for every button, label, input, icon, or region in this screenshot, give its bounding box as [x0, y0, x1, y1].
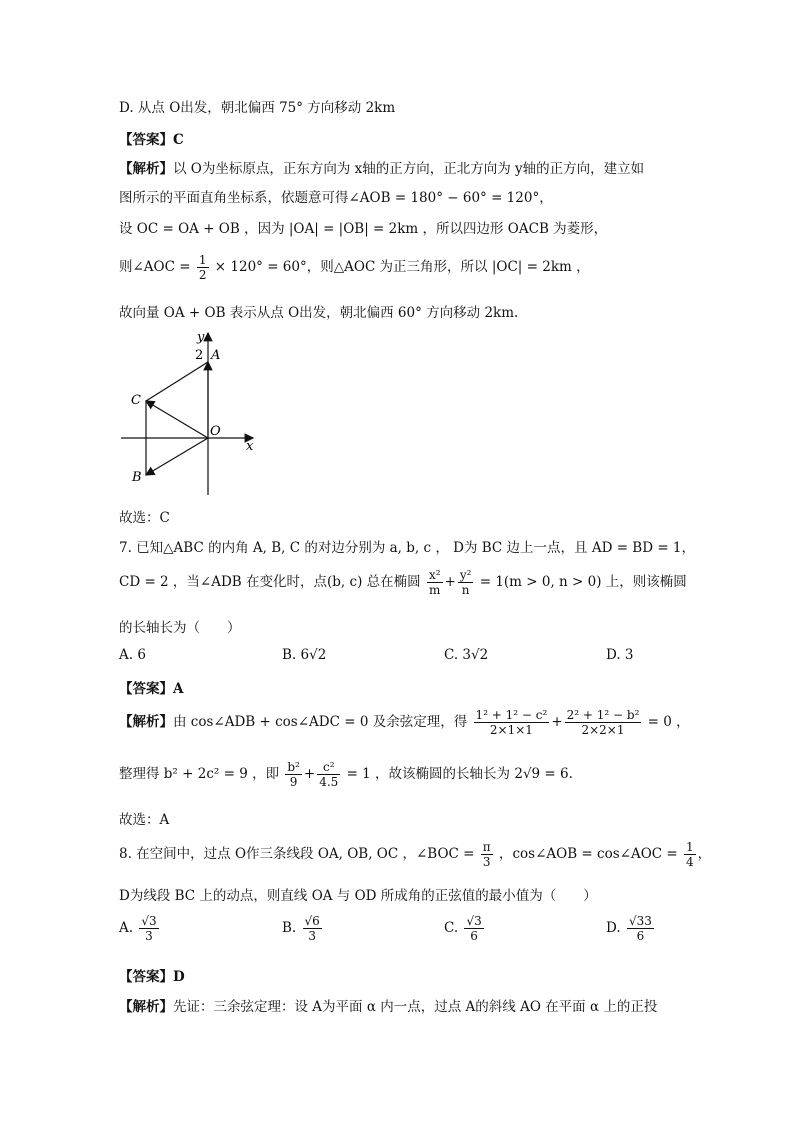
analysis-label: 【解析】: [119, 161, 173, 177]
fraction: [139, 914, 158, 943]
q8-stem-line-2: D为线段 BC 上的动点，则直线 OA 与 OD 所成角的正弦值的最小值为（ ）: [119, 888, 597, 904]
numerator: √6: [304, 914, 320, 928]
segment-AC: [146, 362, 208, 401]
denominator: 3: [482, 855, 491, 869]
denominator: n: [461, 583, 470, 597]
analysis-text: 以 O为坐标原点，正东方向为 x轴的正方向，正北方向为 y轴的正方向，建立如: [173, 161, 645, 177]
q7-option-c: C. 3√2: [444, 647, 489, 663]
numerator: √3: [141, 914, 157, 928]
numerator: 1: [686, 840, 694, 854]
plus: +: [303, 766, 316, 782]
analysis-label: 【解析】: [119, 714, 173, 730]
q8-option-c: [444, 914, 486, 943]
q7-choice: 故选：A: [119, 812, 170, 828]
text: = 1 ，故该椭圆的长轴长为 2√9 = 6.: [346, 766, 573, 782]
fraction: [627, 914, 654, 943]
denominator: 2×1×1: [489, 723, 533, 737]
q7-analysis-line-2: [119, 760, 573, 789]
denominator: 6: [636, 929, 645, 943]
q6-analysis-line-1: [119, 157, 644, 177]
numerator: c²: [317, 760, 340, 775]
denominator: m: [429, 583, 441, 597]
fraction: [317, 760, 340, 789]
text: 则∠AOC =: [119, 259, 191, 275]
denominator: 9: [289, 775, 298, 789]
fraction: [464, 914, 483, 943]
denominator: 2×2×1: [581, 723, 625, 737]
denominator: 4.5: [319, 775, 339, 789]
numerator: 1: [198, 253, 207, 267]
q8-option-b: [282, 914, 324, 943]
q7-analysis-line-1: [119, 708, 690, 737]
text: 8. 在空间中，过点 O作三条线段 OA, OB, OC ，∠BOC =: [119, 846, 475, 862]
text: 先证：三余弦定理：设 A为平面 α 内一点，过点 A的斜线 AO 在平面 α 上的正投: [173, 999, 658, 1015]
denominator: 3: [308, 929, 316, 943]
vector-figure: [115, 325, 265, 500]
q6-analysis-line-5: 故向量 OA + OB 表示从点 O出发，朝北偏西 60° 方向移动 2km.: [119, 305, 519, 321]
q6-analysis-line-2: 图所示的平面直角坐标系，依题意可得∠AOB = 180° − 60° = 120°，: [119, 190, 553, 206]
numerator: π: [482, 840, 491, 854]
fraction: [474, 708, 550, 737]
numerator: √33: [628, 914, 652, 928]
text: 整理得 b² + 2c² = 9 ，即: [119, 766, 280, 782]
label-O: O: [210, 424, 221, 439]
label-x: x: [246, 439, 254, 454]
text: ，cos∠AOB = cos∠AOC =: [498, 846, 678, 862]
vector-OB: [146, 438, 208, 475]
numerator: √3: [466, 914, 482, 928]
text: 由 cos∠ADB + cos∠ADC = 0 及余弦定理，得: [173, 714, 468, 730]
q7-option-d: D. 3: [606, 647, 634, 663]
fraction: [565, 708, 642, 737]
q7-answer: 【答案】A: [119, 681, 184, 697]
option-prefix: C.: [444, 920, 459, 936]
q8-option-d: [606, 914, 656, 943]
text: = 0 ，: [647, 714, 690, 730]
denominator: 2: [198, 268, 207, 282]
q6-option-d: D. 从点 O出发，朝北偏西 75° 方向移动 2km: [119, 100, 396, 116]
fraction: [197, 253, 209, 282]
q8-option-a: [119, 914, 161, 943]
q6-analysis-line-4: [119, 253, 590, 282]
fraction: [458, 568, 474, 597]
analysis-label: 【解析】: [119, 999, 173, 1015]
option-prefix: A.: [119, 920, 134, 936]
label-B: B: [132, 470, 142, 485]
text: × 120° = 60°，则△AOC 为正三角形，所以 |OC| = 2km ，: [214, 259, 590, 275]
q6-analysis-line-3: 设 OC = OA + OB ，因为 |OA| = |OB| = 2km ，所以四边形 OACB 为菱形，: [119, 221, 608, 237]
fraction: [481, 840, 493, 869]
q6-answer: 【答案】C: [119, 132, 184, 148]
numerator: 2² + 1² − b²: [566, 708, 640, 722]
plus: +: [444, 574, 456, 590]
q8-analysis-line-1: [119, 995, 657, 1015]
q6-choice: 故选：C: [119, 510, 170, 526]
fraction: [684, 840, 696, 869]
numerator: x²: [428, 568, 441, 582]
label-A: A: [211, 348, 221, 363]
q7-stem-line-3: 的长轴长为（ ）: [119, 620, 241, 636]
denominator: 4: [686, 855, 694, 869]
option-prefix: B.: [282, 920, 297, 936]
denominator: 3: [145, 929, 153, 943]
option-prefix: D.: [606, 920, 621, 936]
q8-answer: 【答案】D: [119, 969, 185, 985]
numerator: 1² + 1² − c²: [475, 708, 548, 722]
label-y: y: [197, 330, 205, 345]
q7-stem-line-1: 7. 已知△ABC 的内角 A, B, C 的对边分别为 a, b, c ， D为 BC 边上一点，且 AD = BD = 1，: [119, 540, 696, 556]
numerator: b²: [287, 760, 300, 774]
label-C: C: [131, 393, 141, 408]
q7-option-a: A. 6: [119, 647, 146, 663]
fraction: [303, 914, 322, 943]
fraction: [427, 568, 443, 597]
label-2: 2: [195, 348, 204, 363]
numerator: y²: [459, 568, 472, 582]
text: ，: [697, 846, 712, 862]
fraction: [285, 760, 302, 789]
vector-OC: [146, 401, 208, 438]
q7-stem-line-2: [119, 568, 687, 597]
q7-option-b: B. 6√2: [282, 647, 327, 663]
text: = 1(m > 0, n > 0) 上，则该椭圆: [479, 574, 687, 590]
plus: +: [551, 714, 563, 730]
denominator: 6: [470, 929, 478, 943]
q8-stem-line-1: [119, 840, 711, 869]
text: CD = 2 ，当∠ADB 在变化时，点(b, c) 总在椭圆: [119, 574, 421, 590]
